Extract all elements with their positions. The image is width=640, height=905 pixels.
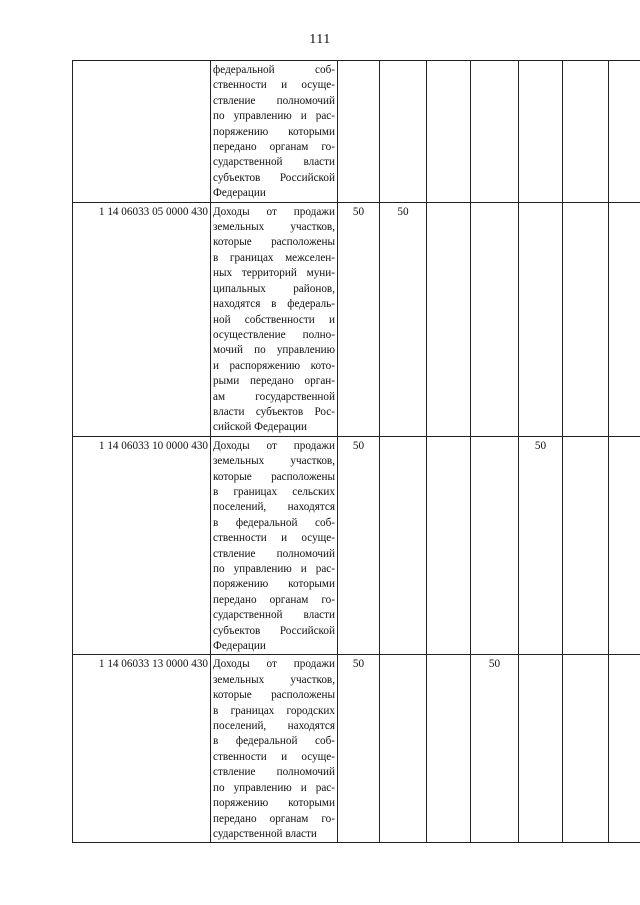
description-line: земельных участков,: [213, 221, 335, 234]
table-row: [73, 655, 640, 843]
description-line: земельных участков,: [213, 455, 335, 468]
description-line: передано органам го-: [213, 812, 335, 825]
description-line: сударственной власти: [213, 609, 335, 622]
description-line: и распоряжению кото-: [213, 359, 335, 372]
percentage-cell: [609, 61, 640, 203]
description-line: Доходы от продажи: [213, 205, 335, 218]
description-line: Доходы от продажи: [213, 658, 335, 671]
description-line: ственности и осуще-: [213, 532, 335, 545]
revenue-description: [211, 202, 338, 436]
percentage-cell: 50: [338, 436, 380, 655]
percentage-cell: [563, 655, 609, 843]
percentage-cell: [427, 655, 471, 843]
description-line: мочий по управлению: [213, 344, 335, 357]
table-row: [73, 436, 640, 655]
description-line: сударственной власти: [213, 827, 317, 840]
description-line: поряжению которыми: [213, 797, 335, 810]
description-line: в федеральной соб-: [213, 516, 335, 529]
page-number: 111: [309, 32, 331, 47]
description-line: по управлению и рас-: [213, 781, 335, 794]
percentage-cell: [427, 202, 471, 436]
percentage-cell: [519, 655, 563, 843]
classification-code: 1 14 06033 10 0000 430: [73, 436, 211, 655]
description-line: Федерации: [213, 187, 266, 200]
description-line: федеральной соб-: [213, 64, 335, 76]
percentage-cell: [338, 61, 380, 203]
percentage-cell: 50: [338, 655, 380, 843]
description-line: которые расположены: [213, 236, 335, 249]
description-line: сударственной власти: [213, 156, 335, 169]
description-line: субъектов Российской: [213, 171, 335, 184]
percentage-cell: [609, 436, 640, 655]
description-line: сийской Федерации: [213, 421, 307, 434]
percentage-cell: [563, 202, 609, 436]
description-line: власти субъектов Рос-: [213, 405, 335, 418]
description-line: в границах городских: [213, 704, 335, 717]
description-line: Федерации: [213, 640, 266, 653]
description-line: Доходы от продажи: [213, 439, 335, 452]
table-body: [73, 61, 640, 843]
description-line: ствление полномочий: [213, 547, 335, 560]
table-row: [73, 61, 640, 203]
revenue-description: [211, 436, 338, 655]
percentage-cell: [427, 436, 471, 655]
percentage-cell: [380, 655, 427, 843]
description-line: ной собственности и: [213, 313, 335, 326]
classification-code: 1 14 06033 13 0000 430: [73, 655, 211, 843]
description-line: ственности и осуще-: [213, 750, 335, 763]
percentage-cell: 50: [380, 202, 427, 436]
percentage-cell: 50: [519, 436, 563, 655]
description-line: в границах сельских: [213, 485, 335, 498]
classification-code: 1 14 06033 05 0000 430: [73, 202, 211, 436]
description-line: в границах межселен-: [213, 251, 335, 264]
percentage-cell: 50: [338, 202, 380, 436]
description-line: по управлению и рас-: [213, 563, 335, 575]
description-line: ципальных районов,: [213, 282, 335, 295]
description-line: ствление полномочий: [213, 94, 335, 107]
description-line: поряжению которыми: [213, 125, 335, 138]
percentage-cell: 50: [471, 655, 519, 843]
percentage-cell: [563, 436, 609, 655]
description-line: поселений, находятся: [213, 720, 335, 733]
description-line: поселений, находятся: [213, 501, 335, 514]
percentage-cell: [471, 61, 519, 203]
description-line: по управлению и рас-: [213, 110, 335, 123]
percentage-cell: [471, 202, 519, 436]
description-line: ам государственной: [213, 390, 335, 403]
percentage-cell: [471, 436, 519, 655]
percentage-cell: [519, 61, 563, 203]
table-row: [73, 202, 640, 436]
revenue-description: [211, 61, 338, 203]
classification-code: [73, 61, 211, 203]
description-line: ствление полномочий: [213, 766, 335, 779]
percentage-cell: [519, 202, 563, 436]
description-line: передано органам го-: [213, 593, 335, 606]
description-line: которые расположены: [213, 689, 335, 702]
description-line: ственности и осуще-: [213, 79, 335, 92]
description-line: рыми передано орган-: [213, 375, 335, 388]
description-line: осуществление полно-: [213, 328, 335, 341]
percentage-cell: [609, 202, 640, 436]
description-line: земельных участков,: [213, 673, 335, 686]
description-line: находятся в федераль-: [213, 298, 335, 311]
percentage-cell: [427, 61, 471, 203]
description-line: передано органам го-: [213, 141, 335, 154]
percentage-cell: [563, 61, 609, 203]
description-line: которые расположены: [213, 470, 335, 483]
percentage-cell: [609, 655, 640, 843]
description-line: в федеральной соб-: [213, 735, 335, 748]
revenue-table: [72, 60, 640, 843]
description-line: субъектов Российской: [213, 624, 335, 637]
percentage-cell: [380, 436, 427, 655]
revenue-description: [211, 655, 338, 843]
description-line: ных территорий муни-: [213, 267, 335, 280]
percentage-cell: [380, 61, 427, 203]
description-line: поряжению которыми: [213, 578, 335, 591]
